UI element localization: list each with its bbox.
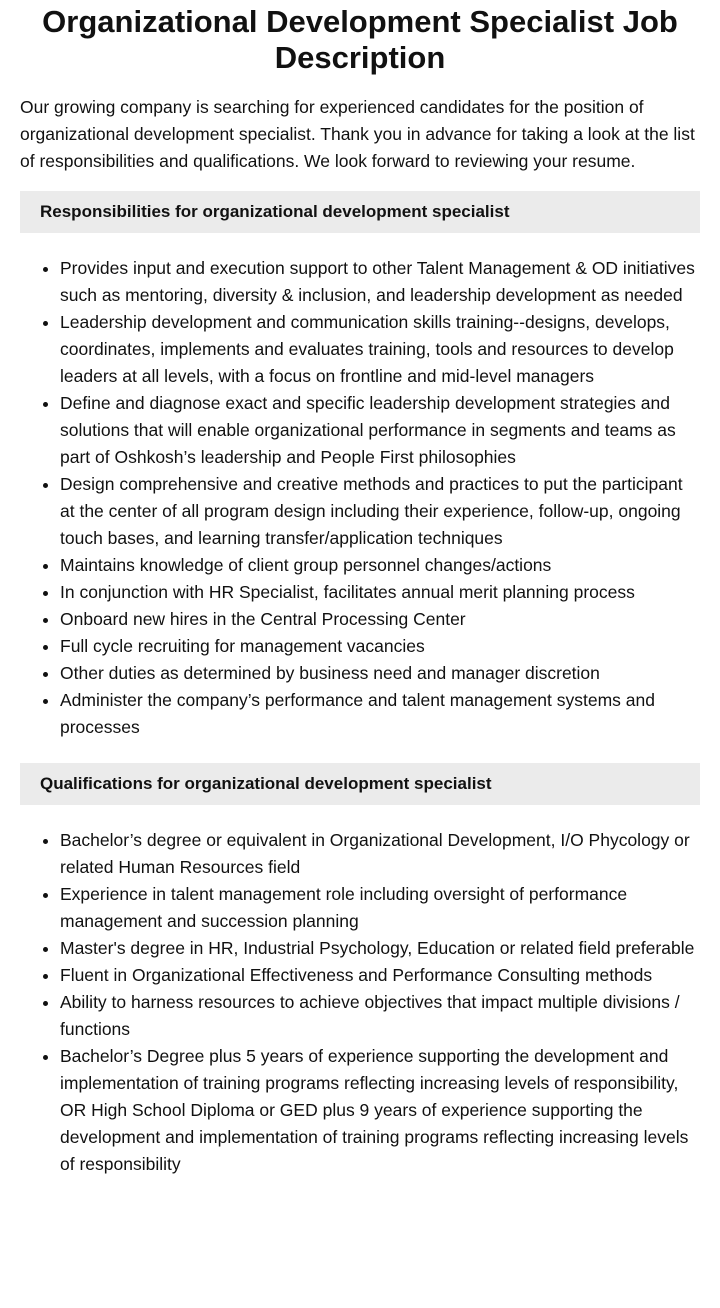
list-item: • In conjunction with HR Specialist, facilitates annual merit planning process	[60, 579, 700, 606]
qualifications-heading: Qualifications for organizational development specialist	[20, 763, 700, 805]
list-item: • Ability to harness resources to achieve objectives that impact multiple divisions / functions	[60, 989, 700, 1043]
list-item: • Bachelor’s Degree plus 5 years of experience supporting the development and implementation of training programs reflecting increasing levels of responsibility, OR High School Diploma or GED plus 9 years of experience supporting the development and implementation of training programs reflecting increasing levels of responsibility	[60, 1043, 700, 1178]
list-item: • Other duties as determined by business need and manager discretion	[60, 660, 700, 687]
responsibilities-heading: Responsibilities for organizational development specialist	[20, 191, 700, 233]
intro-paragraph: Our growing company is searching for experienced candidates for the position of organizational development specialist. Thank you in advance for taking a look at the list of responsibilities and qualifications. We look forward to reviewing your resume.	[20, 97, 695, 171]
list-item: • Onboard new hires in the Central Processing Center	[60, 606, 700, 633]
qualifications-list	[20, 827, 700, 1178]
list-item: • Master's degree in HR, Industrial Psychology, Education or related field preferable	[60, 935, 700, 962]
list-item: • Experience in talent management role including oversight of performance management and succession planning	[60, 881, 700, 935]
list-item: • Full cycle recruiting for management vacancies	[60, 633, 700, 660]
responsibilities-list	[20, 255, 700, 741]
list-item: • Bachelor’s degree or equivalent in Organizational Development, I/O Phycology or related Human Resources field	[60, 827, 700, 881]
list-item: • Maintains knowledge of client group personnel changes/actions	[60, 552, 700, 579]
list-item: • Leadership development and communication skills training--designs, develops, coordinates, implements and evaluates training, tools and resources to develop leaders at all levels, with a focus on frontline and mid-level managers	[60, 309, 700, 390]
list-item: • Design comprehensive and creative methods and practices to put the participant at the center of all program design including their experience, follow-up, ongoing touch bases, and learning transfer/application techniques	[60, 471, 700, 552]
page-title: Organizational Development Specialist Job Description	[42, 4, 678, 75]
list-item: • Fluent in Organizational Effectiveness and Performance Consulting methods	[60, 962, 700, 989]
list-item: • Administer the company’s performance and talent management systems and processes	[60, 687, 700, 741]
list-item: • Define and diagnose exact and specific leadership development strategies and solutions that will enable organizational performance in segments and teams as part of Oshkosh’s leadership and People First philosophies	[60, 390, 700, 471]
list-item: • Provides input and execution support to other Talent Management & OD initiatives such as mentoring, diversity & inclusion, and leadership development as needed	[60, 255, 700, 309]
